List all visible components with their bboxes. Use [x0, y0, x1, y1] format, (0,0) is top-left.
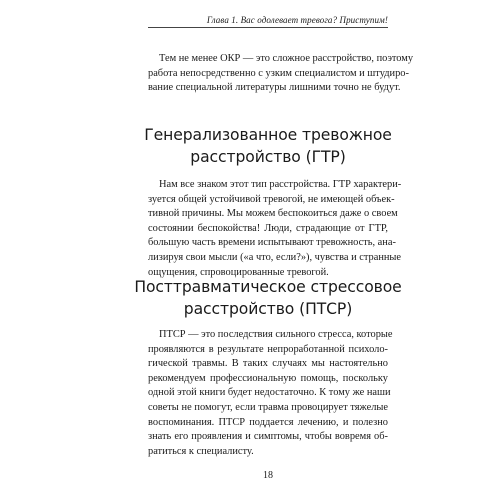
text-line: состоянии беспокойства! Люди, страдающие от ГТР,: [148, 222, 388, 234]
running-header: Глава 1. Вас одолевает тревога? Приступим!: [148, 15, 388, 28]
heading-line: расстройство (ПТСР): [183, 299, 353, 318]
text-line: Нам все знаком этот тип расстройства. ГТР характери-: [159, 179, 402, 190]
text-line: Тем не менее ОКР — это сложное расстройство, поэтому: [159, 53, 414, 64]
text-line: лизируя свои мысли («а что, если?»), чувства и странные: [148, 251, 402, 263]
text-line: ощущения, спровоцированные тревогой.: [148, 266, 329, 278]
text-line: одной этой книги будет недостаточно. К тому же наши: [148, 387, 391, 399]
text-line: вание специальной литературы лишними точно не будут.: [148, 82, 401, 94]
text-line: рекомендуем профессиональную помощь, поскольку: [148, 372, 388, 384]
text-line: советы не помогут, если травма провоцирует тяжелые: [148, 401, 388, 413]
intro-paragraph: [148, 52, 414, 96]
ptsd-paragraph: [148, 328, 393, 459]
heading-line: расстройство (ГТР): [190, 147, 346, 166]
text-line: большую часть времени испытывают тревожность, ана-: [148, 237, 396, 249]
text-line: тивной причины. Мы можем беспокоиться даже о своем: [148, 208, 398, 220]
text-line: проявляются в результате непроработанной психоло-: [148, 343, 388, 355]
heading-line: Генерализованное тревожное: [144, 126, 392, 144]
text-line: знать его проявления и симптомы, чтобы вовремя об-: [148, 431, 388, 443]
text-line: ПТСР — это последствия сильного стресса, которые: [159, 329, 393, 340]
section-heading-gad: [118, 125, 418, 168]
gad-paragraph: [148, 178, 402, 280]
heading-line: Посттравматическое стрессовое: [134, 278, 402, 296]
section-heading-ptsd: [118, 277, 418, 320]
page-number: 18: [263, 470, 273, 481]
text-line: работа непосредственно с узким специалистом и штудиро-: [148, 67, 409, 79]
text-line: зуется общей устойчивой тревогой, не имеющей объек-: [148, 193, 395, 205]
text-line: гической травмы. В таких случаях мы настоятельно: [148, 358, 388, 370]
text-line: воспоминания. ПТСР поддается лечению, и полезно: [148, 416, 388, 428]
text-line: ратиться к специалисту.: [148, 445, 254, 457]
